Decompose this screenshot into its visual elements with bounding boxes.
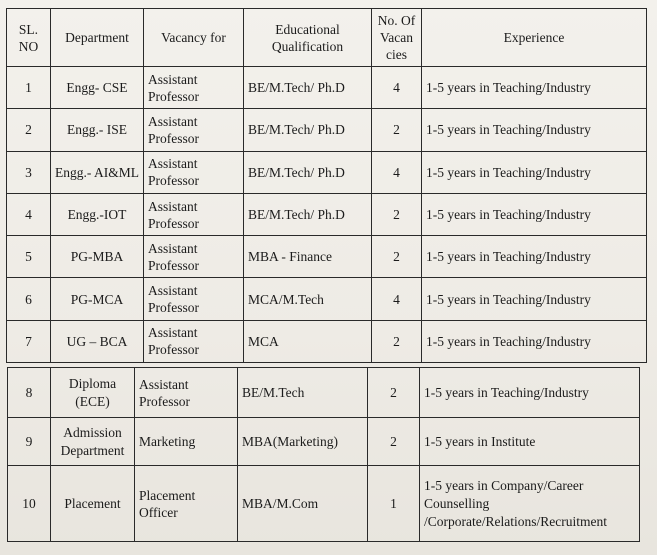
cell-sl-no: 1	[7, 67, 51, 109]
cell-experience: 1-5 years in Company/Career Counselling /Corporate/Relations/Recruitment	[420, 466, 640, 542]
header-vacancy-for: Vacancy for	[144, 9, 244, 67]
cell-experience: 1-5 years in Teaching/Industry	[422, 236, 647, 278]
cell-department: Admission Department	[51, 418, 135, 466]
cell-qualification: MCA	[244, 320, 372, 362]
table-header-row	[7, 9, 647, 67]
table-row	[7, 67, 647, 109]
cell-experience: 1-5 years in Teaching/Industry	[422, 67, 647, 109]
cell-sl-no: 7	[7, 320, 51, 362]
cell-department: PG-MCA	[51, 278, 144, 320]
cell-experience: 1-5 years in Teaching/Industry	[420, 368, 640, 418]
cell-sl-no: 5	[7, 236, 51, 278]
cell-qualification: MCA/M.Tech	[244, 278, 372, 320]
cell-vacancy: Assistant Professor	[144, 320, 244, 362]
cell-qualification: MBA/M.Com	[238, 466, 368, 542]
header-qualification: Educational Qualification	[244, 9, 372, 67]
header-num-vacancies: No. Of Vacan cies	[372, 9, 422, 67]
vacancy-table-lower	[7, 367, 640, 542]
cell-vacancy: Assistant Professor	[144, 109, 244, 151]
table-row	[7, 109, 647, 151]
cell-vacancy: Marketing	[135, 418, 238, 466]
table-row	[7, 320, 647, 362]
cell-vacancy: Assistant Professor	[144, 193, 244, 235]
cell-experience: 1-5 years in Institute	[420, 418, 640, 466]
table-row	[8, 368, 640, 418]
cell-qualification: BE/M.Tech/ Ph.D	[244, 151, 372, 193]
cell-qualification: BE/M.Tech/ Ph.D	[244, 109, 372, 151]
cell-vacancy: Assistant Professor	[135, 368, 238, 418]
cell-experience: 1-5 years in Teaching/Industry	[422, 320, 647, 362]
cell-count: 2	[372, 236, 422, 278]
cell-department: UG – BCA	[51, 320, 144, 362]
cell-vacancy: Placement Officer	[135, 466, 238, 542]
cell-count: 4	[372, 278, 422, 320]
header-sl-no: SL. NO	[7, 9, 51, 67]
cell-qualification: BE/M.Tech/ Ph.D	[244, 67, 372, 109]
cell-qualification: BE/M.Tech	[238, 368, 368, 418]
cell-department: PG-MBA	[51, 236, 144, 278]
cell-department: Engg.- AI&ML	[51, 151, 144, 193]
cell-count: 2	[368, 418, 420, 466]
cell-vacancy: Assistant Professor	[144, 67, 244, 109]
cell-department: Diploma (ECE)	[51, 368, 135, 418]
cell-department: Engg.- ISE	[51, 109, 144, 151]
table-row	[7, 278, 647, 320]
cell-sl-no: 4	[7, 193, 51, 235]
cell-sl-no: 6	[7, 278, 51, 320]
cell-sl-no: 3	[7, 151, 51, 193]
cell-qualification: MBA(Marketing)	[238, 418, 368, 466]
cell-experience: 1-5 years in Teaching/Industry	[422, 193, 647, 235]
cell-experience: 1-5 years in Teaching/Industry	[422, 278, 647, 320]
cell-count: 2	[368, 368, 420, 418]
cell-sl-no: 9	[8, 418, 51, 466]
cell-count: 2	[372, 320, 422, 362]
cell-vacancy: Assistant Professor	[144, 151, 244, 193]
cell-vacancy: Assistant Professor	[144, 236, 244, 278]
cell-count: 4	[372, 67, 422, 109]
table-row	[8, 418, 640, 466]
header-department: Department	[51, 9, 144, 67]
cell-qualification: MBA - Finance	[244, 236, 372, 278]
cell-qualification: BE/M.Tech/ Ph.D	[244, 193, 372, 235]
cell-department: Engg- CSE	[51, 67, 144, 109]
cell-sl-no: 8	[8, 368, 51, 418]
cell-experience: 1-5 years in Teaching/Industry	[422, 151, 647, 193]
vacancy-table-upper	[6, 8, 647, 363]
cell-count: 2	[372, 193, 422, 235]
cell-count: 4	[372, 151, 422, 193]
table-row	[8, 466, 640, 542]
cell-department: Engg.-IOT	[51, 193, 144, 235]
cell-sl-no: 2	[7, 109, 51, 151]
cell-count: 2	[372, 109, 422, 151]
cell-sl-no: 10	[8, 466, 51, 542]
cell-count: 1	[368, 466, 420, 542]
cell-vacancy: Assistant Professor	[144, 278, 244, 320]
header-experience: Experience	[422, 9, 647, 67]
cell-experience: 1-5 years in Teaching/Industry	[422, 109, 647, 151]
table-row	[7, 151, 647, 193]
table-row	[7, 236, 647, 278]
table-row	[7, 193, 647, 235]
cell-department: Placement	[51, 466, 135, 542]
